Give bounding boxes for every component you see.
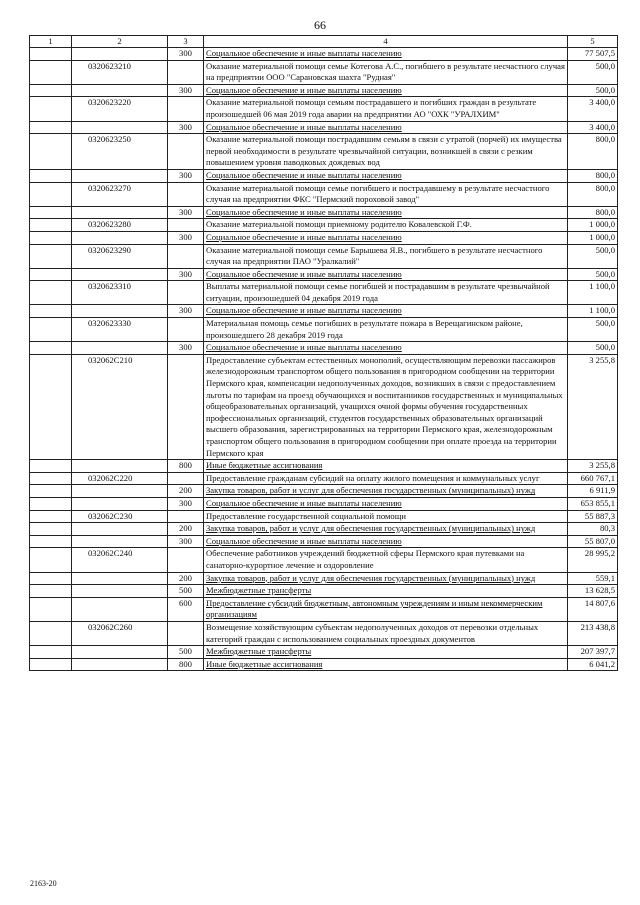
cell-description: Предоставление субъектам естественных монополий, осуществляющим перевозки пассажиров железнодорожным транспортом общего пользования в пригородном сообщении на территории Пермского края, компенсации недополученных доходов, возникших в связи с предоставлением льготы по тарифам на проезд обучающихся и воспитанников государственных и муниципальных общеобразовательных организаций, учащихся очной формы обучения государственных профессиональных организаций, студентов государственных образовательных организаций высшего образования, зарегистрированных на территории Пермского края, железнодорожным транспортом общего пользования в пригородном сообщении при оплате проезда на территории Пермского края: [204, 354, 568, 459]
cell-expense-type: 300: [168, 497, 204, 510]
cell-code: [72, 231, 168, 244]
cell-description: Иные бюджетные ассигнования: [204, 658, 568, 671]
cell-expense-type: [168, 548, 204, 572]
cell-expense-type: [168, 244, 204, 268]
cell-value: 500,0: [568, 60, 618, 84]
cell-code: [72, 305, 168, 318]
cell-expense-type: 300: [168, 206, 204, 219]
cell-expense-type: 500: [168, 646, 204, 659]
cell-code: [72, 658, 168, 671]
cell-blank: [30, 472, 72, 485]
cell-value: 6 911,9: [568, 485, 618, 498]
cell-code: [72, 485, 168, 498]
cell-expense-type: [168, 97, 204, 121]
cell-code: [72, 585, 168, 598]
cell-expense-type: 200: [168, 572, 204, 585]
table-row: [30, 485, 618, 498]
cell-code: 0320623270: [72, 182, 168, 206]
cell-code: [72, 121, 168, 134]
cell-description: Социальное обеспечение и иные выплаты населению: [204, 206, 568, 219]
cell-blank: [30, 485, 72, 498]
cell-value: 1 000,0: [568, 219, 618, 232]
column-header: 4: [204, 36, 568, 48]
cell-expense-type: 200: [168, 523, 204, 536]
cell-description: Выплаты материальной помощи семье погибшей и пострадавшим в результате чрезвычайной ситуации, произошедшей 04 декабря 2019 года: [204, 281, 568, 305]
cell-value: 28 995,2: [568, 548, 618, 572]
table-row: [30, 182, 618, 206]
cell-blank: [30, 342, 72, 355]
cell-expense-type: 300: [168, 121, 204, 134]
cell-blank: [30, 48, 72, 61]
table-row: [30, 472, 618, 485]
cell-code: 0320623280: [72, 219, 168, 232]
cell-blank: [30, 206, 72, 219]
cell-code: 0320623330: [72, 318, 168, 342]
cell-blank: [30, 658, 72, 671]
cell-value: 3 255,8: [568, 354, 618, 459]
cell-value: 3 400,0: [568, 121, 618, 134]
table-header-row: [30, 36, 618, 48]
cell-description: Оказание материальной помощи семье Котегова А.С., погибшего в результате несчастного случая на предприятии ООО "Сарановская шахта "Рудная": [204, 60, 568, 84]
table-row: [30, 97, 618, 121]
column-header: 1: [30, 36, 72, 48]
cell-expense-type: [168, 134, 204, 170]
cell-blank: [30, 268, 72, 281]
cell-expense-type: [168, 60, 204, 84]
cell-blank: [30, 182, 72, 206]
cell-description: Социальное обеспечение и иные выплаты населению: [204, 497, 568, 510]
cell-description: Социальное обеспечение и иные выплаты населению: [204, 342, 568, 355]
cell-code: [72, 48, 168, 61]
cell-code: 0320623250: [72, 134, 168, 170]
cell-blank: [30, 621, 72, 645]
cell-code: [72, 460, 168, 473]
cell-value: 500,0: [568, 84, 618, 97]
cell-code: [72, 523, 168, 536]
cell-value: 500,0: [568, 268, 618, 281]
cell-code: [72, 572, 168, 585]
table-row: [30, 510, 618, 523]
cell-value: 3 400,0: [568, 97, 618, 121]
budget-table: [29, 35, 618, 671]
cell-blank: [30, 305, 72, 318]
table-row: [30, 342, 618, 355]
cell-blank: [30, 169, 72, 182]
cell-blank: [30, 121, 72, 134]
cell-description: Социальное обеспечение и иные выплаты населению: [204, 535, 568, 548]
table-row: [30, 318, 618, 342]
table-row: [30, 460, 618, 473]
cell-code: [72, 535, 168, 548]
cell-expense-type: 300: [168, 48, 204, 61]
cell-blank: [30, 219, 72, 232]
cell-value: 1 100,0: [568, 281, 618, 305]
table-row: [30, 548, 618, 572]
document-code: 2163-20: [30, 879, 57, 888]
cell-expense-type: [168, 219, 204, 232]
cell-expense-type: 500: [168, 585, 204, 598]
cell-value: 800,0: [568, 169, 618, 182]
cell-value: 559,1: [568, 572, 618, 585]
table-row: [30, 354, 618, 459]
cell-blank: [30, 134, 72, 170]
cell-code: [72, 646, 168, 659]
cell-value: 500,0: [568, 244, 618, 268]
table-row: [30, 646, 618, 659]
table-row: [30, 535, 618, 548]
cell-blank: [30, 97, 72, 121]
cell-expense-type: 300: [168, 342, 204, 355]
cell-expense-type: [168, 354, 204, 459]
cell-code: [72, 342, 168, 355]
cell-blank: [30, 510, 72, 523]
cell-value: 653 855,1: [568, 497, 618, 510]
cell-description: Обеспечение работников учреждений бюджетной сферы Пермского края путевками на санаторно-курортное лечение и оздоровление: [204, 548, 568, 572]
cell-blank: [30, 318, 72, 342]
column-header: 2: [72, 36, 168, 48]
cell-blank: [30, 60, 72, 84]
cell-value: 800,0: [568, 134, 618, 170]
cell-expense-type: [168, 510, 204, 523]
cell-blank: [30, 585, 72, 598]
cell-blank: [30, 354, 72, 459]
cell-code: 032062С210: [72, 354, 168, 459]
table-row: [30, 231, 618, 244]
cell-expense-type: 300: [168, 231, 204, 244]
cell-code: 032062С230: [72, 510, 168, 523]
cell-expense-type: 300: [168, 305, 204, 318]
table-row: [30, 48, 618, 61]
cell-description: Предоставление гражданам субсидий на оплату жилого помещения и коммунальных услуг: [204, 472, 568, 485]
table-row: [30, 206, 618, 219]
cell-expense-type: 300: [168, 169, 204, 182]
cell-code: 0320623210: [72, 60, 168, 84]
cell-blank: [30, 84, 72, 97]
page-number: 66: [314, 18, 326, 32]
table-row: [30, 121, 618, 134]
cell-blank: [30, 497, 72, 510]
cell-description: Межбюджетные трансферты: [204, 646, 568, 659]
cell-blank: [30, 646, 72, 659]
cell-blank: [30, 281, 72, 305]
cell-blank: [30, 572, 72, 585]
cell-code: [72, 597, 168, 621]
cell-expense-type: [168, 318, 204, 342]
cell-value: 1 100,0: [568, 305, 618, 318]
cell-description: Материальная помощь семье погибших в результате пожара в Верещагинском районе, произошедшего 28 декабря 2019 года: [204, 318, 568, 342]
cell-code: [72, 206, 168, 219]
table-row: [30, 244, 618, 268]
cell-code: 032062С260: [72, 621, 168, 645]
cell-value: 1 000,0: [568, 231, 618, 244]
table-row: [30, 658, 618, 671]
cell-blank: [30, 460, 72, 473]
cell-description: Закупка товаров, работ и услуг для обеспечения государственных (муниципальных) нужд: [204, 523, 568, 536]
cell-expense-type: 300: [168, 84, 204, 97]
cell-description: Оказание материальной помощи пострадавшим семьям в связи с утратой (порчей) их имущества первой необходимости в результате чрезвычайной ситуации, возникшей в связи с резким повышением уровня паводковых дождевых вод: [204, 134, 568, 170]
cell-description: Закупка товаров, работ и услуг для обеспечения государственных (муниципальных) нужд: [204, 572, 568, 585]
cell-expense-type: 800: [168, 658, 204, 671]
cell-blank: [30, 244, 72, 268]
cell-code: 032062С240: [72, 548, 168, 572]
cell-description: Оказание материальной помощи приемному родителю Ковалевской Г.Ф.: [204, 219, 568, 232]
cell-description: Предоставление субсидий бюджетным, автономным учреждениям и иным некоммерческим организациям: [204, 597, 568, 621]
cell-description: Оказание материальной помощи семье погибшего и пострадавшему в результате несчастного случая на предприятии ФКС "Пермский пороховой завод": [204, 182, 568, 206]
table-row: [30, 169, 618, 182]
table-row: [30, 621, 618, 645]
cell-expense-type: 300: [168, 268, 204, 281]
table-row: [30, 134, 618, 170]
cell-code: 0320623290: [72, 244, 168, 268]
cell-description: Социальное обеспечение и иные выплаты населению: [204, 169, 568, 182]
table-row: [30, 281, 618, 305]
cell-value: 3 255,8: [568, 460, 618, 473]
cell-expense-type: 800: [168, 460, 204, 473]
cell-description: Социальное обеспечение и иные выплаты населению: [204, 305, 568, 318]
cell-expense-type: 200: [168, 485, 204, 498]
table-row: [30, 219, 618, 232]
cell-value: 77 507,5: [568, 48, 618, 61]
cell-description: Социальное обеспечение и иные выплаты населению: [204, 121, 568, 134]
cell-expense-type: [168, 621, 204, 645]
cell-value: 14 807,6: [568, 597, 618, 621]
cell-code: 032062С220: [72, 472, 168, 485]
cell-expense-type: [168, 281, 204, 305]
cell-blank: [30, 523, 72, 536]
cell-description: Оказание материальной помощи семье Барышева Я.В., погибшего в результате несчастного случая на предприятии ПАО "Уралкалий": [204, 244, 568, 268]
cell-blank: [30, 548, 72, 572]
cell-description: Межбюджетные трансферты: [204, 585, 568, 598]
cell-description: Социальное обеспечение и иные выплаты населению: [204, 268, 568, 281]
cell-value: 13 628,5: [568, 585, 618, 598]
cell-description: Иные бюджетные ассигнования: [204, 460, 568, 473]
cell-description: Социальное обеспечение и иные выплаты населению: [204, 231, 568, 244]
cell-description: Оказание материальной помощи семьям пострадавшего и погибших граждан в результате произошедшей 06 мая 2019 года аварии на предприятии АО "ОХК "УРАЛХИМ": [204, 97, 568, 121]
cell-value: 800,0: [568, 206, 618, 219]
cell-description: Социальное обеспечение и иные выплаты населению: [204, 48, 568, 61]
table-row: [30, 84, 618, 97]
cell-code: 0320623310: [72, 281, 168, 305]
cell-code: [72, 84, 168, 97]
cell-description: Социальное обеспечение и иные выплаты населению: [204, 84, 568, 97]
column-header: 3: [168, 36, 204, 48]
cell-expense-type: 300: [168, 535, 204, 548]
cell-value: 80,3: [568, 523, 618, 536]
cell-blank: [30, 231, 72, 244]
cell-code: [72, 497, 168, 510]
cell-code: [72, 169, 168, 182]
table-row: [30, 597, 618, 621]
cell-expense-type: [168, 472, 204, 485]
cell-value: 800,0: [568, 182, 618, 206]
cell-expense-type: 600: [168, 597, 204, 621]
cell-code: 0320623220: [72, 97, 168, 121]
cell-value: 55 807,0: [568, 535, 618, 548]
cell-value: 55 887,3: [568, 510, 618, 523]
cell-expense-type: [168, 182, 204, 206]
table-row: [30, 305, 618, 318]
table-row: [30, 523, 618, 536]
cell-blank: [30, 535, 72, 548]
cell-value: 660 767,1: [568, 472, 618, 485]
cell-value: 500,0: [568, 342, 618, 355]
cell-value: 500,0: [568, 318, 618, 342]
table-row: [30, 572, 618, 585]
column-header: 5: [568, 36, 618, 48]
cell-blank: [30, 597, 72, 621]
cell-description: Возмещение хозяйствующим субъектам недополученных доходов от перевозки отдельных категорий граждан с использованием социальных проездных документов: [204, 621, 568, 645]
cell-value: 6 041,2: [568, 658, 618, 671]
cell-value: 207 397,7: [568, 646, 618, 659]
cell-description: Закупка товаров, работ и услуг для обеспечения государственных (муниципальных) нужд: [204, 485, 568, 498]
table-row: [30, 268, 618, 281]
table-row: [30, 585, 618, 598]
table-row: [30, 497, 618, 510]
cell-code: [72, 268, 168, 281]
cell-description: Предоставление государственной социальной помощи: [204, 510, 568, 523]
cell-value: 213 438,8: [568, 621, 618, 645]
table-row: [30, 60, 618, 84]
